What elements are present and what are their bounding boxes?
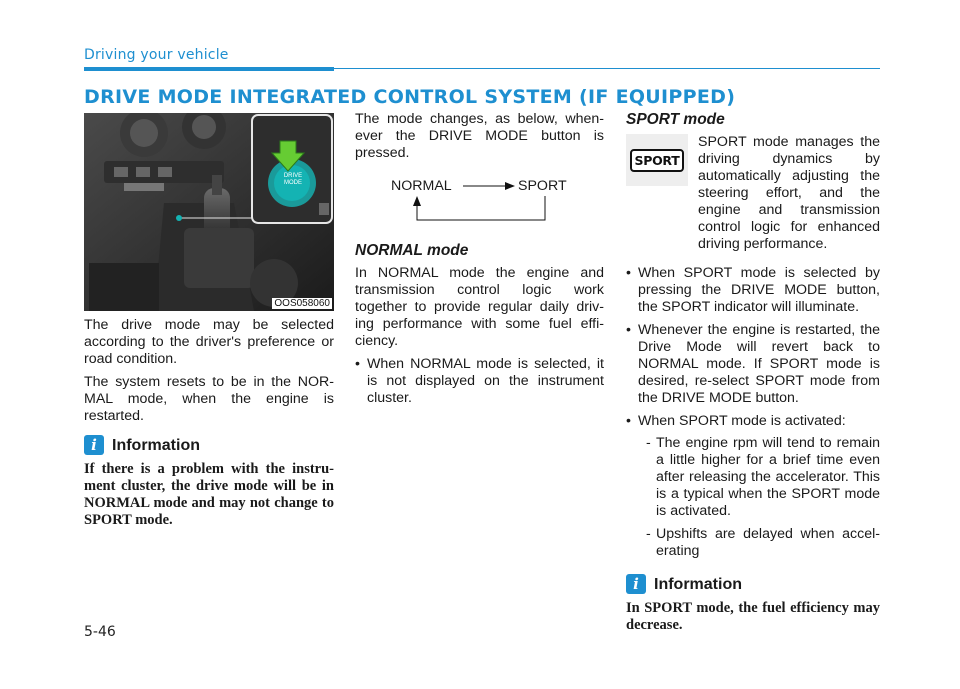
sport-activated-sublist — [638, 435, 880, 560]
list-item: • When NORMAL mode is selected, it is not displayed on the instrument cluster. — [355, 356, 604, 407]
sport-indicator-icon — [626, 134, 688, 186]
normal-mode-bullets — [355, 356, 604, 407]
sport-mode-description: SPORT mode manages the driving dynamics by automatically adjusting the steering effort, and the engine and transmission control logic for enhanced driving performance. — [698, 134, 880, 252]
reset-paragraph: The system resets to be in the NOR-MAL mode, when the engine is restarted. — [84, 374, 334, 424]
mode-change-paragraph: The mode changes, as below, when-ever the DRIVE MODE button is pressed. — [355, 111, 604, 161]
normal-mode-heading: NORMAL mode — [355, 242, 469, 259]
section-label: Driving your vehicle — [84, 47, 229, 63]
header-rule-thin — [334, 68, 880, 69]
diagram-normal-label: NORMAL — [391, 178, 452, 194]
normal-mode-paragraph: In NORMAL mode the engine and transmission control logic work together to provide regular daily driv-ing performance with some fuel effi-ciency. — [355, 265, 604, 349]
header-rule-thick — [84, 67, 334, 71]
info-text: If there is a problem with the instru-ment cluster, the drive mode will be in NORMAL mode and may not change to SPORT mode. — [84, 461, 334, 528]
sublist-item: - The engine rpm will tend to remain a little higher for a brief time even after releasing the accelerator. This is a typical when the SPORT mode is activated. — [638, 435, 880, 520]
list-item — [626, 413, 880, 560]
column-3 — [626, 111, 880, 640]
photo-code: OOS058060 — [274, 298, 330, 309]
info-icon: i — [626, 574, 646, 594]
sport-mode-heading: SPORT mode — [626, 111, 725, 128]
list-item: • When SPORT mode is selected by pressing the DRIVE MODE button, the SPORT indicator will illuminate. — [626, 265, 880, 316]
information-heading — [84, 435, 334, 455]
sport-indicator-text: SPORT — [630, 149, 685, 172]
column-2 — [355, 111, 604, 413]
diagram-sport-label: SPORT — [518, 178, 567, 194]
info-title: Information — [654, 575, 742, 593]
sport-mode-intro — [626, 134, 880, 259]
console-illustration — [84, 113, 334, 311]
diagram-arrows — [355, 168, 604, 228]
info-text: In SPORT mode, the fuel efficiency may decrease. — [626, 600, 880, 633]
console-photo — [84, 113, 334, 311]
sublist-item: - Upshifts are delayed when accel-erating — [638, 526, 880, 560]
drive-mode-button-label: DRIVE MODE — [283, 173, 303, 186]
list-item: • Whenever the engine is restarted, the Drive Mode will revert back to NORMAL mode. If SPORT mode is desired, re-select SPORT mode from the DRIVE MODE button. — [626, 322, 880, 407]
mode-cycle-diagram — [355, 168, 604, 228]
information-heading-sport — [626, 574, 880, 594]
page-number: 5-46 — [84, 624, 116, 640]
list-item-text: When SPORT mode is activated: — [638, 413, 846, 429]
info-title: Information — [112, 436, 200, 454]
page-title: DRIVE MODE INTEGRATED CONTROL SYSTEM (IF EQUIPPED) — [84, 86, 736, 108]
column-1 — [84, 317, 334, 535]
sport-mode-bullets — [626, 265, 880, 560]
info-icon: i — [84, 435, 104, 455]
intro-paragraph: The drive mode may be selected according to the driver's preference or road condition. — [84, 317, 334, 367]
